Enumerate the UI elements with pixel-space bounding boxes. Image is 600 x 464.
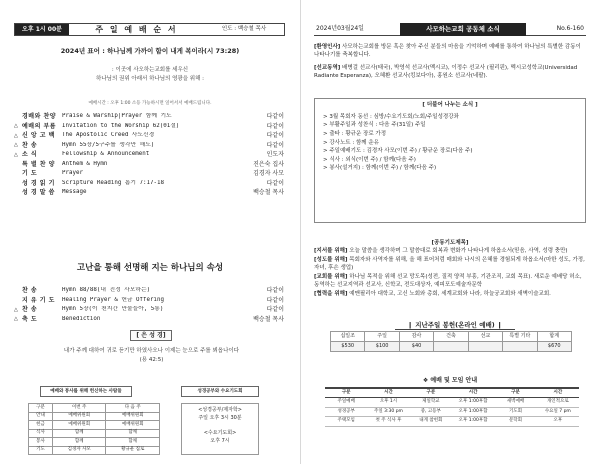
- order-item-content: Hymn 88/88(내 진정 사모하는): [62, 287, 151, 294]
- memory-verse: [14, 348, 289, 366]
- stand-mark: △: [14, 306, 18, 313]
- stand-mark: △: [14, 142, 18, 149]
- order-row: [14, 141, 284, 151]
- list-item: > 식사 : 외식(이번 주) / 함께(다음 주): [323, 156, 416, 163]
- table-row: [29, 446, 160, 455]
- order-row: [14, 286, 284, 296]
- order-item-name: 성 경 말 씀: [22, 189, 55, 196]
- order-item-content: Anthem & Hymn: [62, 160, 108, 167]
- order-item-name: 지 유 기 도: [22, 296, 55, 304]
- worship-order-list-after: [14, 286, 284, 324]
- news-tag: [선교동역]: [314, 64, 341, 71]
- order-row: [14, 122, 284, 132]
- bulletin-date: 2024년03월24일: [314, 23, 400, 36]
- worship-order-list: [14, 112, 284, 198]
- order-item-content: Healing Prayer & 헌금 Offering: [62, 296, 164, 303]
- stand-mark: △: [14, 132, 18, 139]
- order-item-content: Prayer: [62, 170, 83, 177]
- table-cell: 이번 주: [52, 404, 106, 413]
- table-cell: 제일학교: [410, 398, 452, 408]
- table-cell: $530: [331, 342, 365, 352]
- news-paragraph: [314, 65, 586, 81]
- prayer-text: 오늘 말씀을 생각하며 그 말씀대로 회복과 변화가 나타나게 하옵소서(믿음, 사역, 성령 충만): [347, 248, 568, 254]
- table-cell: 주택모임: [325, 417, 367, 427]
- news-section: [314, 44, 586, 86]
- order-item-leader: 김경자 사모: [253, 170, 284, 177]
- duty-table-title: 예배와 봉사를 위해 헌신하는 사람들: [40, 386, 132, 397]
- order-item-content: Hymn 55장/5구주를 생각만 해도): [62, 141, 155, 148]
- order-item-name: 성 경 읽 기: [22, 179, 55, 187]
- table-cell: 성경공부: [325, 407, 367, 417]
- order-item-name: 찬 송: [22, 141, 38, 149]
- order-item-content: Scripture Reading 롬기 7:17-18: [62, 179, 164, 186]
- order-item-name: 특 별 찬 양: [22, 160, 55, 168]
- meeting-title-text: 예배 및 모임 안내: [430, 377, 478, 384]
- stand-mark: △: [14, 123, 18, 130]
- table-header-cell: 시간: [367, 388, 409, 398]
- prayer-tag: [성도를 위해]: [314, 256, 348, 263]
- table-header-cell: 십일조: [331, 332, 365, 342]
- order-item-name: 예배의 부름: [22, 122, 57, 130]
- meeting-title: [300, 377, 600, 385]
- list-item: > 부활주일과 성찬식 : 다음 주(31일) 주일: [323, 122, 426, 129]
- order-item-content: Message: [62, 189, 87, 196]
- prayer-item: [314, 257, 586, 273]
- order-item-leader: 다같이: [266, 306, 284, 313]
- table-cell: 예배위원회: [106, 412, 160, 421]
- table-cell: 예배위원회: [52, 421, 106, 430]
- order-item-leader: 다같이: [266, 179, 284, 187]
- memory-verse-line: 내가 주께 대하여 귀로 듣기만 하였사오나 이제는 눈으로 주를 뵈옵나이다: [63, 348, 240, 354]
- year-motto: 2024년 표어 : 하나님께 가까이 함이 내게 복이라(시 73:28): [60, 47, 240, 55]
- order-row: [14, 169, 284, 179]
- table-header-cell: 선교: [468, 332, 502, 342]
- table-row: [29, 438, 160, 447]
- prayer-text: 하나님 목적을 위해 선교 망도목(성전, 질적 양적 부흥, 기관조직, 교회 목표). 새로운 예배당 허소, 동역하는 선교지역과 선교사, 신학교, 전도대상자, 예피포도예술자문학: [314, 273, 582, 288]
- offering-title-text: 지난주일 봉헌(온라인 예배): [415, 321, 495, 329]
- order-item-leader: 인도자: [266, 151, 284, 158]
- table-cell: 첫 주 식사 후: [367, 417, 409, 427]
- table-cell: [503, 342, 537, 352]
- table-cell: $100: [365, 342, 399, 352]
- table-row: [325, 398, 579, 408]
- table-cell: 중, 고등부: [410, 407, 452, 417]
- order-item-name: 소 식: [22, 151, 38, 158]
- list-item: > 출타 : 황규운 장로 가정: [323, 131, 387, 138]
- order-item-name: 신 앙 고 백: [22, 132, 55, 139]
- order-row: [14, 112, 284, 122]
- prayer-item: [314, 248, 586, 256]
- stand-mark: △: [14, 316, 18, 323]
- order-row: [14, 315, 284, 325]
- table-cell: 안내: [29, 412, 53, 421]
- table-row: [29, 404, 160, 413]
- order-row: [14, 160, 284, 170]
- intro-line: : 이곳에 사오하는교회를 세우신: [111, 67, 189, 73]
- sermon-title: 고난을 통해 선명해 지는 하나님의 속성: [76, 263, 224, 273]
- table-cell: 예배위원회: [106, 421, 160, 430]
- table-cell: 주일 3:30 pm: [367, 407, 409, 417]
- table-cell: 함께: [52, 429, 106, 438]
- prayer-tag: [협력을 위해]: [314, 290, 348, 297]
- order-item-content: Benediction: [62, 315, 101, 322]
- list-item: > 봉사(설거지) : 함께(이번 주) / 함께(다음 주): [323, 165, 437, 172]
- order-item-name: 찬 송: [22, 287, 38, 294]
- worship-leader: 인도 : 백승철 목사: [221, 26, 267, 33]
- table-cell: 헌금: [29, 421, 53, 430]
- table-cell: 황규운 집로: [106, 446, 160, 455]
- table-cell: 김경자 사모: [52, 446, 106, 455]
- table-cell: 다 음 주: [106, 404, 160, 413]
- table-cell: 봉사: [29, 438, 53, 447]
- order-item-leader: 다같이: [266, 287, 284, 294]
- list-item: > 강사노트 : 함께 운유: [323, 139, 379, 146]
- table-header-cell: 주일: [365, 332, 399, 342]
- table-cell: 함께: [106, 438, 160, 447]
- memory-verse-label: [ 은 성 경]: [130, 330, 172, 341]
- table-header-cell: 시간: [537, 388, 579, 398]
- table-cell: [468, 342, 502, 352]
- schedule-line: 오후 7시: [210, 438, 230, 444]
- table-row: [325, 388, 579, 398]
- order-row: [14, 131, 284, 141]
- table-row: [331, 332, 572, 342]
- order-item-leader: 다같이: [266, 132, 284, 139]
- table-header-cell: 건축: [434, 332, 468, 342]
- prayer-text: 목회자와 사역자를 위해, 올 해 표어처럼 매회와 나시의 은혜를 경험되게 하옵소서(마한 성도, 가정, 자녀, 후손 생업): [314, 256, 585, 271]
- prayer-tag: [교회를 위해]: [314, 273, 348, 280]
- table-cell: 오후: [537, 417, 579, 427]
- order-item-leader: 백승철 목사: [253, 315, 284, 323]
- table-row: [325, 417, 579, 427]
- bullet-icon: ❖: [422, 377, 429, 384]
- order-item-content: Praise & Warship|Prayer 함께 기도: [62, 113, 172, 120]
- table-cell: 예배위원회: [52, 412, 106, 421]
- schedule-line: 주일 오후 3시 30분: [198, 414, 242, 421]
- news-tag: [환영인사]: [314, 44, 341, 50]
- bulletin-number: No.6-160: [526, 23, 586, 36]
- order-item-content: Hymn 5장(이 천지간 만물들아, 5통): [62, 306, 164, 313]
- table-cell: 오후 1시: [367, 398, 409, 408]
- table-cell: 함께: [106, 429, 160, 438]
- table-cell: 구분: [29, 404, 53, 413]
- worship-header: [14, 23, 285, 36]
- community-news-column: [300, 0, 600, 464]
- order-row: [14, 305, 284, 315]
- bible-study-title: 성경공부와 수요기도회: [181, 386, 259, 397]
- prayer-text: 예맨필리아 대학교, 고신 노회와 총회, 세계교회와 나라, 하늘궁교회와 새벽이슬교회.: [347, 290, 551, 297]
- order-item-name: 경배와 찬양: [22, 113, 57, 120]
- worship-notice: 예배시간 : 오후 1:00 소등 가능하시면 일어서서 예배드립니다.: [88, 101, 212, 106]
- prayer-list: [314, 248, 586, 300]
- table-cell: 함께: [52, 438, 106, 447]
- order-item-leader: 다같이: [266, 122, 284, 130]
- table-cell: 수요일 7 pm: [537, 407, 579, 417]
- table-cell: $670: [537, 342, 571, 352]
- order-item-content: Invitation to the Worship 62(01절): [62, 122, 180, 129]
- news-text: 사모하는교회를 방문 혹은 찾아 주신 분들의 마음을 기억하며 예배를 통하여 하나님의 특별한 감동이 나타나기를 축복합니다.: [314, 44, 581, 58]
- order-item-leader: 다같이: [266, 141, 284, 149]
- table-header-cell: 합계: [537, 332, 571, 342]
- table-cell: 내게 참헌회: [410, 417, 452, 427]
- table-row: [29, 412, 160, 421]
- order-row: [14, 150, 284, 160]
- order-item-name: 기 도: [22, 170, 38, 177]
- table-cell: 기도: [29, 446, 53, 455]
- offering-title: ❙ 지난주일 봉헌(온라인 예배) ❙: [395, 321, 515, 330]
- worship-time: 오후 1시 00분: [15, 24, 69, 35]
- table-cell: 식사: [29, 429, 53, 438]
- table-header-cell: 구분: [410, 388, 452, 398]
- table-header-cell: 특별 기타: [503, 332, 537, 342]
- schedule-line: <성경공부/제자학>: [198, 407, 242, 413]
- news-text: 배병걸 선교사(태국), 박영석 선교사(멕시코), 이정수 선교사 (필리핀), 멕시코성학교(Universidad Radiante Esperanza), 오혜환 선교사(킹보다아), 홍원소 선교사(네팔).: [314, 64, 578, 79]
- intro-text: [0, 67, 300, 85]
- table-row: [331, 342, 572, 352]
- meeting-table: [325, 387, 579, 427]
- table-cell: [434, 342, 468, 352]
- table-row: [29, 429, 160, 438]
- duty-table: [28, 403, 160, 455]
- intro-line: 하나님의 권위 아래서 하나님의 영광을 위해 :: [96, 75, 204, 82]
- order-item-leader: 다같이: [266, 296, 284, 304]
- table-header-cell: 시간: [452, 388, 494, 398]
- prayer-tag: [지서를 위해]: [314, 248, 348, 254]
- shared-news-box: [314, 98, 586, 223]
- worship-title: 주 일 예 배 순 서: [95, 24, 178, 34]
- memory-verse-ref: (용 42:5): [139, 356, 164, 363]
- order-row: [14, 188, 284, 198]
- table-header-cell: 구분: [325, 388, 367, 398]
- table-cell: 오후 1:00후함: [452, 398, 494, 408]
- order-row: [14, 179, 284, 189]
- list-item: > 주일예배기도 : 김경자 사모(이번 주) / 황규운 장로(다음 주): [323, 148, 473, 155]
- shared-news-list: [315, 113, 585, 173]
- table-cell: 기도회: [494, 407, 536, 417]
- bible-study-schedule: [181, 403, 259, 455]
- table-row: [325, 407, 579, 417]
- prayer-title: [공동기도제목]: [431, 240, 469, 246]
- table-cell: $40: [399, 342, 433, 352]
- order-item-name: 찬 송: [22, 306, 38, 313]
- shared-news-title: [ 더불어 나누는 소식 ]: [422, 102, 478, 108]
- news-title: 사모하는교회 공동체 소식: [400, 23, 526, 36]
- order-item-leader: 백승철 목사: [253, 189, 284, 196]
- order-row: [14, 296, 284, 306]
- table-cell: 개인적으로: [537, 398, 579, 408]
- table-row: [29, 421, 160, 430]
- table-cell: 오후 1:00후함: [452, 407, 494, 417]
- table-cell: 새벽예배: [494, 398, 536, 408]
- offering-table: [330, 331, 572, 352]
- prayer-item: [314, 291, 586, 299]
- schedule-line: [182, 423, 258, 429]
- table-header-cell: 감사: [399, 332, 433, 342]
- list-item: > 3월 목회자 동선 : 심방/수요기도회/노회/주일성경강좌: [323, 113, 459, 120]
- table-cell: 문학회: [494, 417, 536, 427]
- table-header-cell: 구분: [494, 388, 536, 398]
- stand-mark: △: [14, 151, 18, 158]
- order-item-content: Fellowship & Announcement: [62, 151, 150, 158]
- table-cell: 오후 1:00후함: [452, 417, 494, 427]
- order-item-leader: 다같이: [266, 113, 284, 120]
- order-item-content: The Apostolic Creed 사도신경: [62, 132, 155, 139]
- prayer-item: [314, 274, 586, 290]
- schedule-line: <수요기도회>: [203, 430, 237, 437]
- table-cell: 주일예배: [325, 398, 367, 408]
- order-item-name: 축 도: [22, 315, 38, 323]
- news-header: [314, 23, 586, 36]
- news-paragraph: [314, 44, 586, 60]
- order-item-leader: 진은숙 집사: [253, 160, 284, 168]
